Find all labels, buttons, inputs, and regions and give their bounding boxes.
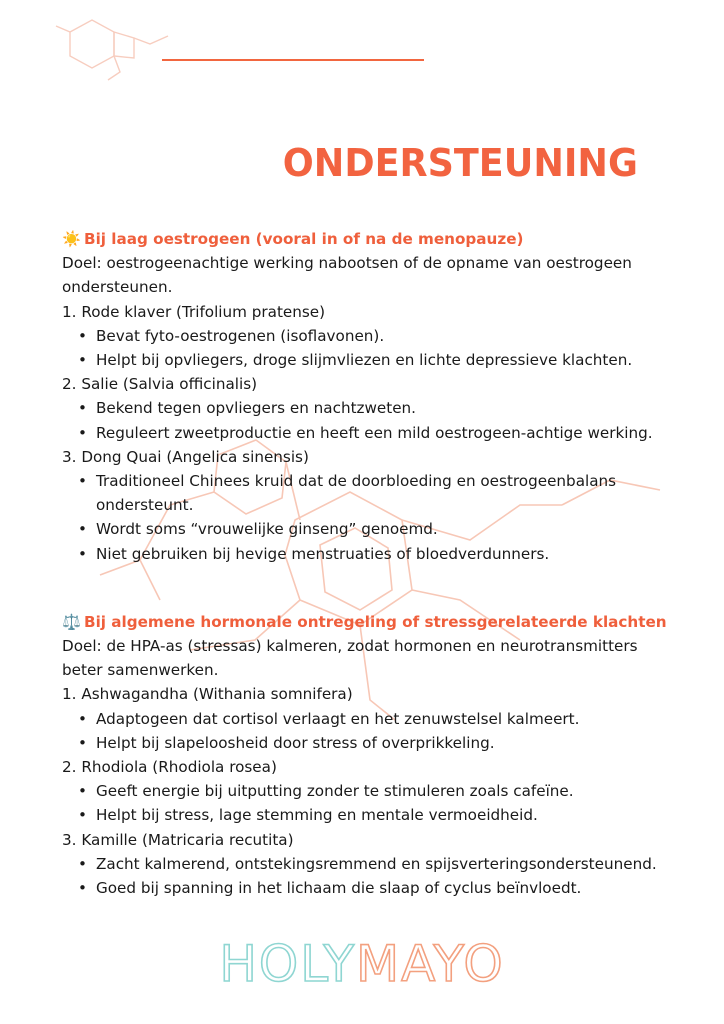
goal-text [62,634,672,682]
herb-title: 2. Rhodiola (Rhodiola rosea) [62,758,277,777]
herb-title: 3. Dong Quai (Angelica sinensis) [62,447,309,466]
section-heading [62,610,672,634]
goal-line: beter samenwerken. [62,661,219,680]
document-body [62,227,672,900]
section-heading-text: Bij laag oestrogeen (vooral in of na de menopauze) [84,230,524,248]
logo-part-mayo: MAYO [356,935,505,993]
bullet-list [62,396,672,444]
page-title: ONDERSTEUNING [282,141,638,185]
list-item-line: ondersteunt. [96,496,194,515]
herb-title: 3. Kamille (Matricaria recutita) [62,830,294,849]
list-item: • Bevat fyto-oestrogenen (isoflavonen). [96,324,672,348]
section-low-estrogen [62,227,672,566]
goal-line: ondersteunen. [62,278,173,297]
goal-line: Doel: de HPA-as (stressas) kalmeren, zodat hormonen en neurotransmitters [62,637,638,656]
bullet-list [62,469,672,566]
list-item: • Goed bij spanning in het lichaam die slaap of cyclus beïnvloedt. [96,876,672,900]
list-item: • Helpt bij opvliegers, droge slijmvliezen en lichte depressieve klachten. [96,348,672,372]
list-item [96,469,672,517]
list-item: • Wordt soms “vrouwelijke ginseng” genoemd. [96,517,672,541]
bullet-list [62,852,672,900]
top-divider-line [162,59,424,61]
section-heading [62,227,672,251]
section-heading-text: Bij algemene hormonale ontregeling of stressgerelateerde klachten [84,612,667,631]
list-item: • Helpt bij stress, lage stemming en mentale vermoeidheid. [96,803,672,827]
bullet-list [62,707,672,755]
list-item: • Geeft energie bij uitputting zonder te stimuleren zoals cafeïne. [96,779,672,803]
goal-line: Doel: oestrogeenachtige werking nabootsen of de opname van oestrogeen [62,254,632,273]
list-item: • Bekend tegen opvliegers en nachtzweten. [96,396,672,420]
list-item: • Helpt bij slapeloosheid door stress of overprikkeling. [96,731,672,755]
list-item: • Adaptogeen dat cortisol verlaagt en het zenuwstelsel kalmeert. [96,707,672,731]
list-item: • Niet gebruiken bij hevige menstruaties of bloedverdunners. [96,542,672,566]
bullet-list [62,779,672,827]
logo-part-holy: HOLY [219,935,357,993]
herb-title: 2. Salie (Salvia officinalis) [62,375,258,394]
goal-text [62,251,672,299]
herb-title: 1. Rode klaver (Trifolium pratense) [62,302,326,321]
herb-title: 1. Ashwagandha (Withania somnifera) [62,685,353,704]
sun-icon: ☀️ [62,230,81,248]
list-item-line: Traditioneel Chinees kruid dat de doorbloeding en oestrogeenbalans [96,472,617,491]
list-item: • Zacht kalmerend, ontstekingsremmend en spijsverteringsondersteunend. [96,852,672,876]
small-molecule-icon [56,20,168,80]
section-hormonal-stress [62,610,672,900]
bullet-list [62,324,672,372]
scale-icon: ⚖️ [62,612,81,631]
holymayo-logo [0,934,724,994]
list-item: • Reguleert zweetproductie en heeft een mild oestrogeen-achtige werking. [96,421,672,445]
